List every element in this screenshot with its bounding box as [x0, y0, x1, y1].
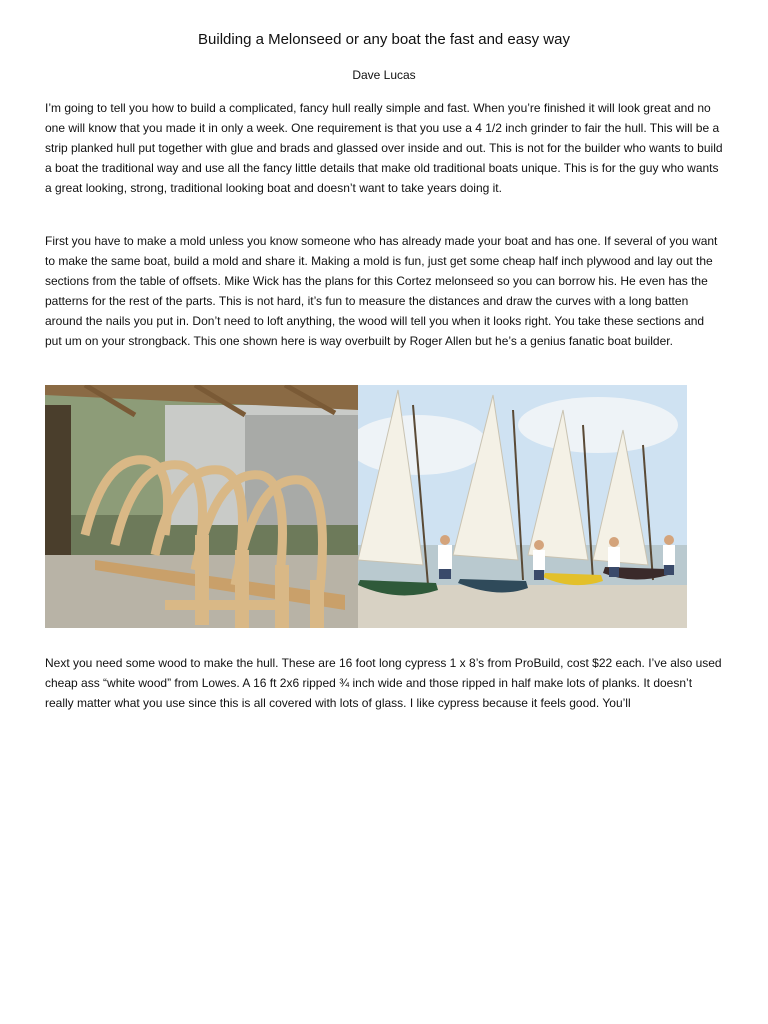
mold-frames-photo [45, 385, 358, 628]
paragraph-intro: I’m going to tell you how to build a complicated, fancy hull really simple and fast. When you’re finished it will look great and no one will know that you made it in only a week. One requirement is that you use a 4 1/2 inch grinder to fair the hull. This will be a strip planked hull put together with glue and brads and glassed over inside and out. This is not for the builder who wants to build a boat the traditional way and use all the fancy little details that make old traditional boats unique. This is for the guy who wants a great looking, strong, traditional looking boat and doesn’t want to take years doing it. [45, 101, 723, 195]
document-title: Building a Melonseed or any boat the fast and easy way [198, 31, 570, 48]
paragraph-wood: Next you need some wood to make the hull. These are 16 foot long cypress 1 x 8’s from ProBuild, cost $22 each. I’ve also used cheap ass “white wood” from Lowes. A 16 ft 2x6 ripped ¾ inch wide and those ripped in half make lots of planks. It doesn’t really matter what you use since this is all covered with lots of glass. I like cypress because it feels good. You’ll [45, 656, 722, 710]
document-author: Dave Lucas [352, 68, 416, 82]
sailboats-photo [358, 385, 687, 628]
photo-figure [45, 385, 687, 628]
paragraph-mold: First you have to make a mold unless you know someone who has already made your boat and has one. If several of you want to make the same boat, build a mold and share it. Making a mold is fun, just get some cheap half inch plywood and lay out the sections from the table of offsets. Mike Wick has the plans for this Cortez melonseed so you can borrow his. He even has the patterns for the rest of the parts. This is not hard, it’s fun to measure the distances and draw the curves with a long batten around the nails you put in. Don’t need to loft anything, the wood will tell you when it looks right. You take these sections and put um on your strongback. This one shown here is way overbuilt by Roger Allen but he’s a genius fanatic boat builder. [45, 234, 718, 348]
